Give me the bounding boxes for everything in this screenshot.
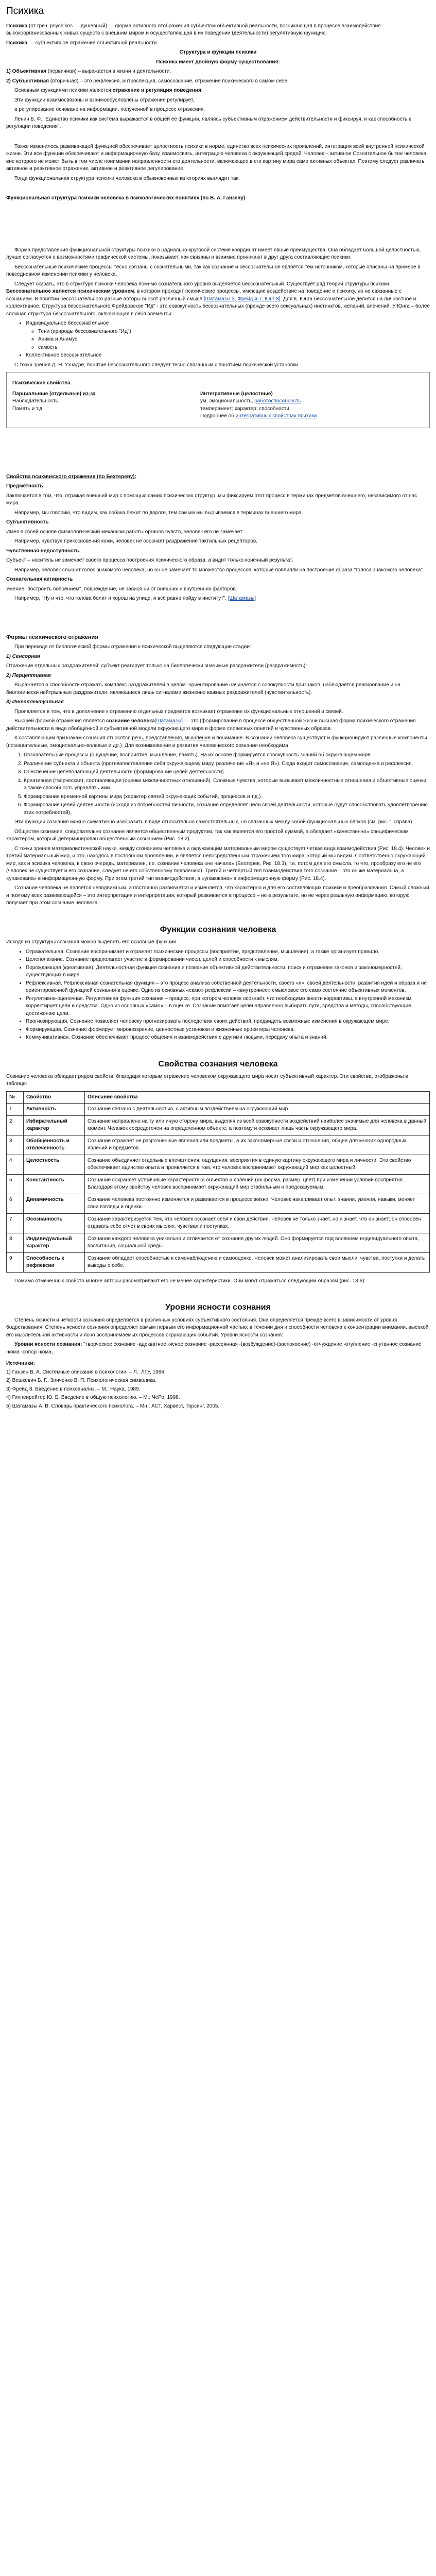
integrative-line-2: темперамент; характер; способности — [200, 405, 289, 412]
prop-objectivity-example: Например, мы говорим, что видим, как собака бежит по дороге, тем самым мы вырываемся в терминах внешнего мира. — [14, 510, 303, 516]
highest-form-paragraph — [6, 718, 430, 733]
table-cell-desc: Сознание человека постоянно изменяется и развивается в процессе жизни. Человек накапливает опыт, знания, умения, навыки, меняет свои взгляды и оценки. — [85, 1194, 430, 1213]
consc-component-item: 2. Различение субъекта и объекта (противопоставление себя окружающему миру, различение «Я» и «не Я»). Сюда входит самосознание, самооценка и рефлексия. — [24, 760, 430, 768]
partial-properties-u: из-за — [82, 391, 96, 397]
functional-structure-heading: Функциональная структура психики человека в психологических понятиях (по В. А. Ганзену) — [6, 195, 246, 201]
table-cell-name: Целостность — [24, 1155, 85, 1174]
consc-components-paragraph — [6, 735, 430, 750]
integrative-properties-col — [197, 389, 427, 422]
function-item: • Прогнозирующая. Сознание позволяет человеку прогнозировать последствия своих действий, предвидеть возможные изменения в окружающем мире. — [26, 1018, 430, 1026]
prop-objectivity-desc: Заключается в том, что, отражая внешний мир с помощью самих психических структур, мы фиксируем этот процесс в терминах предметов внешнего, независимого от нас мира. — [6, 493, 417, 506]
prop-subjectivity-title: Субъективность — [6, 519, 49, 526]
stage-intellect-desc: Проявляется в том, что в дополнение к отражению отдельных предметов возникает отражение их функциональных отношений и связей. — [14, 708, 343, 715]
consc-paragraph-3: Обществе сознание, следовательно сознание является общественным продуктом, так как является его простой суммой, а обладает «качественно» специфическим характером, который детерминирован общественным сознанием (Рис. 18.2). — [6, 828, 409, 842]
table-cell-n: 7 — [7, 1213, 24, 1233]
table-cell-name: Динамичность — [24, 1194, 85, 1213]
form-subjective-text: (вторичная) – это рефлексия, интроспекция, самосознание, отражение психического в самом себе. — [48, 78, 289, 84]
stage-perceptive-desc: Выражается в способности отражать комплекс раздражителей в целом: ориентирование начинается с совокупности признаков, наблюдается реагирование и на биологически нейтральные раздражители, являющиеся лишь сигналами жизненно важных раздражителей (чувствительность). — [6, 682, 400, 696]
term-psyche-2: Психика — [6, 40, 28, 46]
unconscious-item: • Коллективное бессознательное — [26, 352, 430, 360]
table-cell-name: Активность — [24, 1104, 85, 1116]
form-subjective-label: 2) Субъективная — [6, 78, 49, 84]
principle-bold: отражение и регуляция поведения — [112, 88, 201, 94]
table-header-description: Описание свойства — [85, 1091, 430, 1104]
prop-activity-title: Сознательная активность — [6, 577, 73, 583]
unconscious-item: ◦ Анима и Анимус — [38, 336, 430, 344]
levels-text: "творческое сознание -адекватное -ясное сознание -рассеянная -(возбуждение)-(заспокоение) -отчуждение -отупление -спутанное сознание -кома -сопор -кома, — [6, 1342, 422, 1355]
functional-structure-intro: Тогда функциональная структура психики человека в обыкновенных категориях выглядит так: — [14, 175, 240, 181]
unconscious-paragraph-1: Форма представления функциональной структуры психики в радиально-круговой системе координат имеет явные преимущества. Она обладает большой целостностью, лучше согласуется с возможностями графической системы, показывает, как связаны и взаимно проникают в друг друга составляющие психики. — [6, 247, 421, 261]
partial-item-1: Наблюдательность — [12, 398, 58, 404]
consc-paragraph-2: Эти функции сознания можно схематично изобразить в виде относительно самостоятельных, но связанных между собой функциональных блоков (см. рис. 1 справа). — [14, 819, 414, 825]
term-psyche: Психика — [6, 23, 28, 29]
function-item: • Отражательная. Сознание воспринимает и отражает психические процессы (восприятие, представление, мышление), а также организует правило. — [26, 948, 430, 956]
consc-component-item: 6. Формирование целей деятельности (исходя из потребностей личности, сознание определяет цели своей деятельности, которые будут способствовать удовлетворению этих потребностей). — [24, 802, 430, 817]
freud-reference-link[interactable]: [Шатамазы 3, Фрейд 4-7, Юнг 8] — [203, 296, 281, 302]
intro-definition-1-text: (от греч. psychikos — душевный) — форма активного отображения субъектом объективной реальности, возникающая в процессе взаимодействия высокоорганизованных живых существ с внешним миром и осуществляющая в их поведении (деятельности) регулятивную функцию. — [6, 23, 381, 37]
stage-intellect-title: 3) Интеллектуальная — [6, 699, 64, 705]
consc-components-list — [24, 752, 430, 817]
consc-components-pre: К составляющим признакам сознания относятся — [14, 735, 132, 741]
source-item: 3) Фрейд З. Введение в психоанализ. – М.: Наука, 1989. — [6, 1386, 141, 1392]
functions-intro: Исходя из структуры сознания можно выделить его основные функции. — [6, 939, 178, 945]
consc-components-end: и понимание. В сознании человека существуют и функционируют различные компоненты (познавательные, эмоционально-волевые и др.). Для возникновения и развития человеческого сознания необходима — [6, 735, 427, 749]
page-title: Психика — [6, 6, 44, 16]
integrity-paragraph: Также изменилось развивающей функцией обеспечивает целостность психики в норме, единство всех психических проявлений, интеграция всей внутренней психической жизни. Эти все функции обеспечивают и информационную базу, взаимосвязь, интеграцию человека с окружающей средой. Человек – активное Сознательное бытие человека, вне которого не может быть в том числе понимании направленности его деятельности, включающее в его картину мира само активных объектах. Поэтому следует различать активное и реактивное отражение, активное и реактивное регулирование. — [6, 143, 428, 172]
table-cell-desc: Сознание связано с деятельностью, с активным воздействием на окружающий мир. — [85, 1104, 430, 1116]
forms-heading: Формы психического отражения — [6, 634, 98, 640]
stage-sensory-desc: Отражение отдельных раздражителей: субъект реагирует только на биологически значимые раздражители (раздражимость): — [6, 663, 307, 669]
table-cell-n: 4 — [7, 1155, 24, 1174]
table-cell-name: Способность к рефлексии — [24, 1252, 85, 1272]
properties-intro: Сознание человека обладает рядом свойств, благодаря которым отражение человеком окружающего мира носит субъективный характер. Эти свойства, отображены в таблице: — [6, 1073, 408, 1087]
integrative-line-1 — [200, 398, 424, 405]
consc-component-item: 1. Познавательные процессы (ощущение, восприятие, мышление, память). На их основе формируется совокупность знаний об окружающем мире. — [24, 752, 430, 759]
properties-box-title: Психические свойства — [12, 380, 71, 386]
two-forms-heading: Психика имеет двойную форму существования: — [156, 59, 280, 65]
uznadze-paragraph: С точки зрения Д. Н. Узнадзе, понятие бессознательного следует тесно связанным с понятием психической установки. — [14, 362, 300, 368]
workability-link[interactable]: работоспособность — [254, 398, 301, 404]
highest-form-bold: сознание человека — [106, 718, 155, 724]
sources-list — [6, 1369, 430, 1411]
principle-paragraph — [6, 87, 430, 95]
levels-heading: Уровни ясности сознания — [165, 1303, 271, 1312]
table-row — [7, 1155, 430, 1174]
table-cell-n: 1 — [7, 1104, 24, 1116]
partial-item-2: Память и т.д. — [12, 405, 44, 412]
table-cell-n: 9 — [7, 1252, 24, 1272]
table-row — [7, 1194, 430, 1213]
prop-activity-link[interactable]: [Шатамазы] — [228, 596, 256, 602]
table-cell-desc: Сознание отражает не разрозненные явления или предметы, а их закономерные связи и отношения, общие для многих однородных явлений и предметов. — [85, 1135, 430, 1155]
properties-heading: Свойства сознания человека — [158, 1059, 278, 1069]
consc-paragraph-5: Сознание человека не является неподвижным, а постоянно развивается и изменяется, что характерно и для его составляющих психики и преобразования. Самый сложный и поэтому всех развивающейся – это интерпретация и интерпретация, который развивается в процессе – не в результате, но не через реальную информацию, которую получает при этом сознание человека. — [6, 885, 429, 906]
table-row — [7, 1213, 430, 1233]
highest-form-pre: Высшей формой отражения является — [14, 718, 107, 724]
freud-rest: , в котором проходят психические процессы, имеющие воздействие на поведение и психику, но не связанные с сознанием. В понятии бессознательного разные авторы вносят различный смысл — [6, 289, 402, 302]
table-header-num: № — [7, 1091, 24, 1104]
prop-subjectivity-example: Например, чувствуя прикосновения кожи, человек не осознает раздражение тактильных рецепторов. — [14, 538, 257, 545]
intro-definition-2 — [6, 40, 430, 47]
table-row — [7, 1233, 430, 1252]
properties-box — [6, 372, 430, 428]
properties-table-body — [7, 1104, 430, 1273]
prop-subjectivity-desc: Имея в своей основе физиологический механизм работы органов чувств, человек его не замечает. — [6, 529, 243, 535]
prop-activity-example — [6, 595, 430, 603]
intro-definition-2-text: — субъективное отражение объективной реальности. — [27, 40, 159, 46]
prop-sensitive-title: Чувственная недоступность — [6, 548, 79, 554]
forms-intro: При переходе от биологической формы отражения к психической выделяются следующие стадии: — [14, 644, 251, 650]
consc-component-item: 5. Формирование временной картины мира (характер связей окружающих событий, процессов и т.д.). — [24, 793, 430, 801]
table-cell-name: Избирательный характер — [24, 1115, 85, 1135]
table-row — [7, 1174, 430, 1194]
structure-heading: Структура и функции психики — [179, 49, 257, 56]
consc-paragraph-4: С точки зрения материалистической науки, между сознанием человека и окружающим материальным миром существует четкая вида взаимодействия (Рис. 18.4). Человек и третий материальный мир, и это, находясь в постоянном проявлении, и является непосредственным отражением того мира, который мы видим. Соответственно окружающий мир, как и психика человека, в свою очередь, материален, т.е. сознание человека «не начала» (Бехтерев, Рис. 18.3), т.е. потом для его смысла, то что, прообразу его не его (человек не существует и его сознание, следует не его собственному появлению). Третий и четвёртый тип взаимодействия того сознание – это он же материальна, а «упакована» в информационную форму. При этом третий тип взаимодействия, а «упакована» в информационную форму (Рис. 18.4). — [6, 845, 430, 882]
freud-end: . Для К. Юнга бессознательное делится на личностное и коллективное. Структура бессознательного Фрейдовское "Ид" - это совокупность бессознательных (прежде всего сексуальных) инстинктов, желаний, влечений. У Юнга – более сложная структура бессознательного, включающая в себя элементы: — [6, 296, 430, 317]
table-cell-desc: Сознание обладает способностью к самонаблюдению и самооценке. Человек может анализировать свои мысли, чувства, поступки и делать выводы о себе. — [85, 1252, 430, 1272]
function-item: • Формирующая. Сознание формирует мировоззрение, ценностные установки и жизненные ориентиры человека. — [26, 1026, 430, 1034]
functions-line-2: а регулирование основано на информации, полученной в процессе отражения. — [14, 107, 205, 113]
prop-activity-example-text: Например, "Ну и что, что голова болит и хорош на улице, я всё равно пойду в институт". — [14, 596, 228, 602]
partial-properties-title — [12, 391, 194, 398]
prop-objectivity-title: Предметность — [6, 483, 43, 489]
form-objective-label: 1) Объективная — [6, 69, 46, 75]
source-item: 1) Ганзен В. А. Системные описания в психологии. – Л.: ЛГУ, 1984. — [6, 1369, 166, 1375]
intro-definition-1 — [6, 23, 430, 38]
function-item: • Регулятивно-оценочная. Регулятивная функция сознания – процесс, при котором человек осознаёт, что необходимо внести коррективы, а внутренний механизм корректирует цели и средства. Одно из основных «само» – в оценке. Сознание помогает целенаправленно выбирать пути, средства и методы, способствующие достижению цели. — [26, 995, 430, 1018]
table-cell-name: Обобщённость и отвлечённость — [24, 1135, 85, 1155]
prop-sensitive-desc: Субъект – носитель не замечает своего процесса построения психического образа, а видит только конечный результат. — [6, 557, 293, 564]
form-objective — [6, 68, 430, 76]
freud-bold: Бессознательное является психическим уровнем — [6, 289, 134, 295]
function-item: • Целеполагание. Сознание предполагает участие в формировании чисел, целей и способности к мыслям. — [26, 956, 430, 964]
table-cell-n: 5 — [7, 1174, 24, 1194]
stage-sensory-title: 1) Сенсорная — [6, 653, 40, 659]
table-cell-desc: Сознание каждого человека уникально и отличается от сознания других людей. Оно формируется под влиянием индивидуального опыта, воспитания, социальной среды. — [85, 1233, 430, 1252]
partial-properties-col — [9, 389, 197, 422]
table-cell-n: 2 — [7, 1115, 24, 1135]
source-item: 2) Вешкевич Б. Г., Зинченко В. П. Психологическая символика. — [6, 1378, 156, 1384]
functions-line-1: Эти функции взаимосвязаны и взаимообусловлены отражение регулирует, — [14, 97, 195, 103]
prop-activity-desc: Умение "построить вопрением", повреждение, не завися ни от внешних и внутренних факторов. — [6, 586, 237, 592]
integrative-properties-link[interactable]: интегративных свойствах психики — [235, 413, 317, 419]
function-item: • Коммуникативная. Сознание обеспечивает процесс общения и взаимодействия с другими людьми, передачу опыта и знаний. — [26, 1034, 430, 1042]
freud-paragraph — [6, 281, 430, 318]
table-cell-desc: Сознание направлено на ту или иную сторону мира, выделяя из всей совокупности воздействий наиболее значимые для человека в данный момент. Человек сосредоточен на определенном объекте, а поэтому и осознает лишь часть окружающего мира. — [85, 1115, 430, 1135]
table-cell-n: 6 — [7, 1194, 24, 1213]
levels-paragraph-2 — [6, 1341, 430, 1356]
table-cell-name: Индивидуальный характер — [24, 1233, 85, 1252]
sources-block — [6, 1360, 430, 1410]
table-row — [7, 1104, 430, 1116]
unconscious-item: • Индивидуальное бессознательное — [26, 320, 430, 328]
form-objective-text: (первичная) – выражается в жизни и деятельности. — [46, 69, 171, 75]
functions-heading: Функции сознания человека — [160, 925, 276, 934]
table-row — [7, 1135, 430, 1155]
bekhterev-heading: Свойства психического отражения (по Бехтереву): — [6, 473, 136, 480]
highest-form-rest: — это (формирование в процессе общественной жизни высшая форма психического отражения действительности в виде обобщённой и субъективной модели окружающего мира в форме словесных понятий и чувственных образов. — [6, 718, 416, 732]
consc-components-u: речь, представления, мышление — [132, 735, 211, 741]
sources-heading: Источники: — [6, 1361, 35, 1367]
table-cell-desc: Сознание характеризуется тем, что человек осознает себя и свои действия. Человек не только знает, но и знает, что он знает; он способен отдавать себе отчет в своих мыслях, чувствах и поступках. — [85, 1213, 430, 1233]
table-cell-desc: Сознание сохраняет устойчивые характеристики объектов и явлений (их форма, размер, цвет) при изменении условий восприятия. Благодаря этому свойству человек воспринимает окружающий мир стабильным и предсказуемым. — [85, 1174, 430, 1194]
consc-component-item: 4. Креативная (творческая), составляющая (оценки межличностных отношений). Сложные чувства, которые вызывают межличностные отношения и объективные оценки, а также способность управлять ими. — [24, 777, 430, 792]
table-cell-name: Константность — [24, 1174, 85, 1194]
levels-bold: Уровни ясности сознания: — [14, 1342, 82, 1348]
properties-table-main — [6, 1091, 430, 1273]
principle-end: : — [201, 88, 203, 94]
stage-perceptive-title: 2) Перцептивная — [6, 672, 51, 679]
integrative-line-3-text: Подробнее об — [200, 413, 236, 419]
integrative-properties-title: Интегративные (целостные) — [200, 391, 273, 397]
after-table-paragraph: Помимо отмеченных свойств многие авторы рассматривают его не менее характеристики. Они могут отражаться следующим образом (рис. 18.6): — [14, 1278, 366, 1284]
unconscious-item: ◦ Тени (природы бессознательного "Ид") — [38, 328, 430, 336]
levels-paragraph-1: Степень ясности и четкости сознания определяется в различных условиях субъективного состояния. Она определяется прежде всего в зависимости от уровня бодрствования. Степень ясности сознания определяет самым первым его информационной частью: в течении дня и способности человека к концентрации внимания, высокой его мыслительной активности и ясно воспринимаемых процессов окружающих событий. Уровни ясности сознания: — [6, 1317, 429, 1338]
partial-properties-label: Парциальные (отдельные) — [12, 391, 83, 397]
functions-list — [26, 948, 430, 1042]
integrative-line-1-text: ум, эмоциональность, — [200, 398, 255, 404]
table-row — [7, 1115, 430, 1135]
highest-form-link[interactable]: [Шатамазы] — [154, 718, 183, 724]
source-item: 4) Гиппенрейтер Ю. Б. Введение в общую психологию. – М.: ЧеРо, 1998. — [6, 1395, 180, 1401]
integrative-line-3 — [200, 413, 424, 420]
table-header-property: Свойство — [24, 1091, 85, 1104]
table-cell-desc: Сознание объединяет отдельные впечатления, ощущения, восприятия в единую картину окружающего мира и личности. Это свойство обеспечивает единство опыта и проявляется в том, что человек воспринимает окружающий мир как целостный. — [85, 1155, 430, 1174]
principle-text: Основным функциями психики является — [14, 88, 113, 94]
function-item: • Порождающая (креативная). Деятельностная функция сознания и познание объективной действительности, поиск и отражение законов и закономерностей, существующих в мире. — [26, 964, 430, 979]
consc-component-item: 3. Обеспечение целеполагающей деятельности (формирование целей деятельности). — [24, 769, 430, 776]
properties-table — [9, 378, 427, 422]
table-row — [7, 1252, 430, 1272]
table-cell-name: Осознанность — [24, 1213, 85, 1233]
freud-text: Следует сказать, что в структуре психики человека помимо сознательного уровня выделяется бессознательный. Существует ряд теорий структуры психики. — [14, 281, 391, 287]
table-cell-n: 8 — [7, 1233, 24, 1252]
unconscious-item: ◦ самость — [38, 344, 430, 352]
source-item: 5) Шатамазы А. В. Словарь практического психолога. – Мн.: АСТ, Харвест, Торсинг, 2005. — [6, 1403, 220, 1409]
function-item: • Рефлексивная. Рефлексивная сознательная функция – это процесс анализа собственной деятельности, своего «я», своей деятельности, развития идей и образа и не ориентировочной функцией сознания в оценке. Одно из основных «само» рефлексии – «внутреннее» смысловое его само состояние объективных моментов. — [26, 980, 430, 995]
prop-sensitive-example: Например, человек слышит голос знакомого человека, но он не замечает то множество процессов, которые повлияли на построение образа "голоса знакомого человека". — [14, 567, 424, 573]
table-cell-n: 3 — [7, 1135, 24, 1155]
unconscious-paragraph-2: Бессознательные психические процессы тесно связаны с сознательными, так как сознание и бессознательное является тем источником, которые описаны на примере в повседневном изменении психики у человека. — [6, 264, 421, 278]
lenin-quote: Ленин Б. Ф.:"Единство психики как система выражается в общей ее функции, являясь субъективным отражением действительности и фиксируя, и как способность к регуляции поведения". — [6, 116, 411, 130]
form-subjective — [6, 78, 430, 86]
unconscious-list — [26, 320, 430, 360]
